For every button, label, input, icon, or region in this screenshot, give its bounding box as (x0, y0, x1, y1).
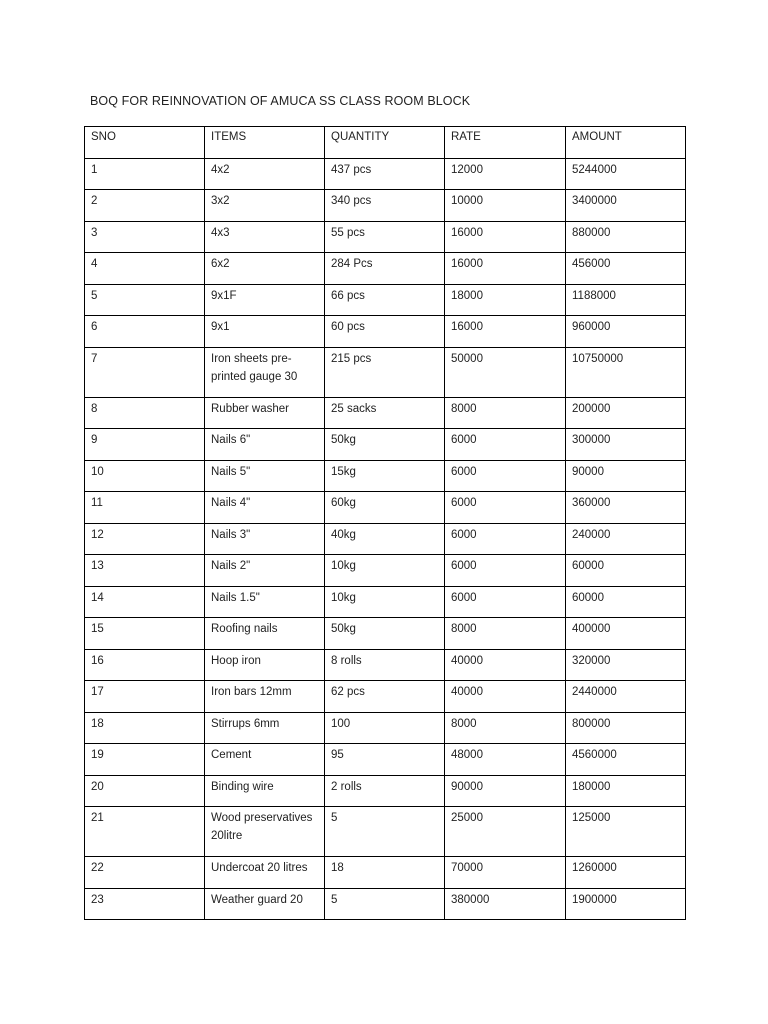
cell-quantity: 55 pcs (325, 221, 445, 253)
cell-item: Wood preservatives 20litre (205, 807, 325, 857)
cell-item: Nails 1.5" (205, 586, 325, 618)
table-row (85, 397, 686, 429)
cell-item: 6x2 (205, 253, 325, 285)
table-row (85, 681, 686, 713)
cell-quantity: 18 (325, 857, 445, 889)
cell-rate: 6000 (445, 523, 566, 555)
table-row (85, 190, 686, 222)
table-row (85, 429, 686, 461)
cell-amount: 400000 (566, 618, 686, 650)
cell-rate: 90000 (445, 775, 566, 807)
table-row (85, 744, 686, 776)
cell-item: Undercoat 20 litres (205, 857, 325, 889)
cell-item: 9x1 (205, 316, 325, 348)
cell-amount: 5244000 (566, 158, 686, 190)
cell-item: 4x2 (205, 158, 325, 190)
cell-sno: 21 (85, 807, 205, 857)
cell-sno: 9 (85, 429, 205, 461)
cell-quantity: 50kg (325, 618, 445, 650)
cell-sno: 10 (85, 460, 205, 492)
cell-sno: 4 (85, 253, 205, 285)
cell-quantity: 10kg (325, 555, 445, 587)
cell-sno: 6 (85, 316, 205, 348)
header-sno: SNO (85, 127, 205, 159)
table-row (85, 253, 686, 285)
cell-amount: 456000 (566, 253, 686, 285)
cell-rate: 70000 (445, 857, 566, 889)
cell-sno: 13 (85, 555, 205, 587)
cell-sno: 16 (85, 649, 205, 681)
cell-amount: 240000 (566, 523, 686, 555)
cell-amount: 360000 (566, 492, 686, 524)
header-rate: RATE (445, 127, 566, 159)
cell-item: Cement (205, 744, 325, 776)
table-row (85, 284, 686, 316)
cell-amount: 960000 (566, 316, 686, 348)
document-title: BOQ FOR REINNOVATION OF AMUCA SS CLASS ROOM BLOCK (90, 94, 471, 108)
cell-amount: 1900000 (566, 888, 686, 920)
cell-amount: 4560000 (566, 744, 686, 776)
cell-rate: 16000 (445, 316, 566, 348)
table-row (85, 775, 686, 807)
cell-quantity: 5 (325, 888, 445, 920)
cell-rate: 16000 (445, 221, 566, 253)
cell-item: Stirrups 6mm (205, 712, 325, 744)
header-quantity: QUANTITY (325, 127, 445, 159)
cell-sno: 15 (85, 618, 205, 650)
cell-quantity: 95 (325, 744, 445, 776)
table-row (85, 712, 686, 744)
cell-item: Binding wire (205, 775, 325, 807)
cell-sno: 7 (85, 347, 205, 397)
cell-amount: 60000 (566, 586, 686, 618)
cell-amount: 60000 (566, 555, 686, 587)
cell-rate: 10000 (445, 190, 566, 222)
table-row (85, 857, 686, 889)
cell-rate: 8000 (445, 618, 566, 650)
cell-sno: 18 (85, 712, 205, 744)
cell-item: Nails 6" (205, 429, 325, 461)
cell-sno: 3 (85, 221, 205, 253)
table-row (85, 586, 686, 618)
cell-rate: 40000 (445, 649, 566, 681)
cell-item: 3x2 (205, 190, 325, 222)
cell-quantity: 100 (325, 712, 445, 744)
cell-quantity: 340 pcs (325, 190, 445, 222)
cell-quantity: 60kg (325, 492, 445, 524)
cell-quantity: 215 pcs (325, 347, 445, 397)
cell-item: Nails 2" (205, 555, 325, 587)
cell-item: 4x3 (205, 221, 325, 253)
cell-amount: 300000 (566, 429, 686, 461)
cell-quantity: 284 Pcs (325, 253, 445, 285)
cell-quantity: 15kg (325, 460, 445, 492)
cell-sno: 14 (85, 586, 205, 618)
cell-sno: 22 (85, 857, 205, 889)
cell-amount: 880000 (566, 221, 686, 253)
cell-quantity: 62 pcs (325, 681, 445, 713)
cell-rate: 6000 (445, 586, 566, 618)
cell-item: Nails 4" (205, 492, 325, 524)
cell-amount: 2440000 (566, 681, 686, 713)
cell-item: Iron bars 12mm (205, 681, 325, 713)
cell-amount: 320000 (566, 649, 686, 681)
cell-rate: 12000 (445, 158, 566, 190)
cell-item: Nails 3" (205, 523, 325, 555)
cell-quantity: 10kg (325, 586, 445, 618)
cell-item: Rubber washer (205, 397, 325, 429)
table-row (85, 523, 686, 555)
cell-sno: 12 (85, 523, 205, 555)
cell-amount: 180000 (566, 775, 686, 807)
cell-amount: 800000 (566, 712, 686, 744)
cell-amount: 1260000 (566, 857, 686, 889)
table-row (85, 888, 686, 920)
cell-rate: 50000 (445, 347, 566, 397)
cell-amount: 3400000 (566, 190, 686, 222)
cell-rate: 6000 (445, 555, 566, 587)
cell-sno: 8 (85, 397, 205, 429)
cell-item: Weather guard 20 (205, 888, 325, 920)
cell-rate: 380000 (445, 888, 566, 920)
cell-item: Nails 5" (205, 460, 325, 492)
table-row (85, 316, 686, 348)
cell-amount: 1188000 (566, 284, 686, 316)
table-row (85, 618, 686, 650)
cell-sno: 1 (85, 158, 205, 190)
cell-quantity: 25 sacks (325, 397, 445, 429)
table-header-row (85, 127, 686, 159)
table-row (85, 492, 686, 524)
cell-amount: 10750000 (566, 347, 686, 397)
cell-quantity: 40kg (325, 523, 445, 555)
cell-rate: 8000 (445, 397, 566, 429)
cell-rate: 6000 (445, 460, 566, 492)
cell-sno: 11 (85, 492, 205, 524)
table-row (85, 347, 686, 397)
cell-item: Hoop iron (205, 649, 325, 681)
table-body (85, 158, 686, 920)
cell-rate: 48000 (445, 744, 566, 776)
cell-quantity: 8 rolls (325, 649, 445, 681)
table-row (85, 158, 686, 190)
table-row (85, 807, 686, 857)
cell-item: 9x1F (205, 284, 325, 316)
header-amount: AMOUNT (566, 127, 686, 159)
cell-quantity: 60 pcs (325, 316, 445, 348)
cell-sno: 23 (85, 888, 205, 920)
cell-sno: 19 (85, 744, 205, 776)
cell-quantity: 50kg (325, 429, 445, 461)
cell-rate: 40000 (445, 681, 566, 713)
cell-sno: 2 (85, 190, 205, 222)
cell-amount: 90000 (566, 460, 686, 492)
cell-sno: 17 (85, 681, 205, 713)
cell-rate: 6000 (445, 429, 566, 461)
cell-quantity: 437 pcs (325, 158, 445, 190)
cell-rate: 8000 (445, 712, 566, 744)
cell-sno: 20 (85, 775, 205, 807)
table-row (85, 221, 686, 253)
cell-quantity: 2 rolls (325, 775, 445, 807)
cell-quantity: 5 (325, 807, 445, 857)
cell-sno: 5 (85, 284, 205, 316)
cell-item: Roofing nails (205, 618, 325, 650)
cell-rate: 18000 (445, 284, 566, 316)
boq-table (84, 126, 686, 920)
cell-rate: 6000 (445, 492, 566, 524)
table-row (85, 649, 686, 681)
cell-rate: 16000 (445, 253, 566, 285)
header-items: ITEMS (205, 127, 325, 159)
cell-rate: 25000 (445, 807, 566, 857)
table-row (85, 460, 686, 492)
cell-quantity: 66 pcs (325, 284, 445, 316)
table-row (85, 555, 686, 587)
cell-amount: 125000 (566, 807, 686, 857)
cell-item: Iron sheets pre-printed gauge 30 (205, 347, 325, 397)
cell-amount: 200000 (566, 397, 686, 429)
